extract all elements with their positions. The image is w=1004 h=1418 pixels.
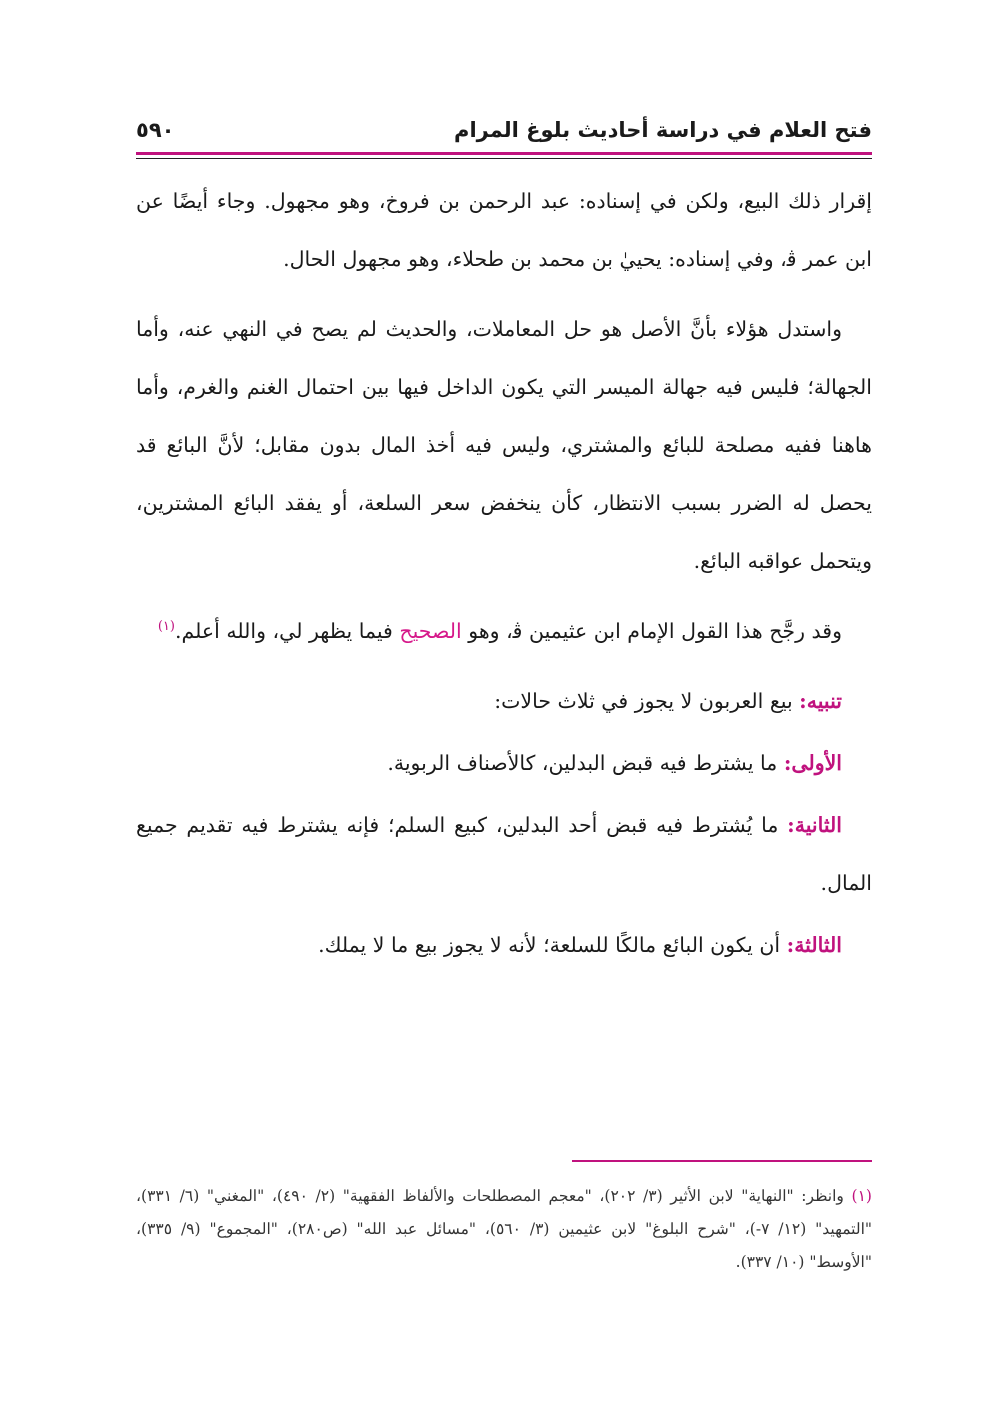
page-number: ٥٩٠ (136, 118, 175, 142)
third-case-text: أن يكون البائع مالكًا للسلعة؛ لأنه لا يجوز بيع ما لا يملك. (318, 933, 787, 957)
header-rule-thin (136, 158, 872, 159)
third-case (136, 916, 872, 974)
first-case (136, 734, 872, 792)
third-case-label: الثالثة: (786, 933, 842, 957)
first-case-text: ما يشترط فيه قبض البدلين، كالأصناف الربوية. (387, 751, 784, 775)
first-case-label: الأولى: (783, 751, 842, 775)
footnote-reference[interactable]: (١) (157, 619, 175, 635)
p3-text-before: وقد رجَّح هذا القول الإمام ابن عثيمين ﭬ، وهو (461, 619, 842, 643)
footnote-separator (572, 1160, 872, 1162)
footnote (136, 1180, 872, 1279)
note-text: بيع العربون لا يجوز في ثلاث حالات: (494, 689, 800, 713)
note-label: تنبيه: (799, 689, 842, 713)
paragraph-2: واستدل هؤلاء بأنَّ الأصل هو حل المعاملات، والحديث لم يصح في النهي عنه، وأما الجهالة؛ فليس فيه جهالة الميسر التي يكون الداخل فيها بين احتمال الغنم والغرم، وأما هاهنا ففيه مصلحة للبائع والمشتري، وليس فيه أخذ المال بدون مقابل؛ لأنَّ البائع قد يحصل له الضرر بسبب الانتظار، كأن ينخفض سعر السلعة، أو يفقد البائع المشترين، ويتحمل عواقبه البائع. (136, 317, 872, 573)
running-header (136, 118, 872, 154)
footnote-text: وانظر: "النهاية" لابن الأثير (٣/ ٢٠٢)، "معجم المصطلحات والألفاظ الفقهية" (٢/ ٤٩٠)، "المغني" (٦/ ٣٣١)، "التمهيد" (١٢/ ٧-)، "شرح البلوغ" لابن عثيمين (٣/ ٥٦٠)، "مسائل عبد الله" (ص٢٨٠)، "المجموع" (٩/ ٣٣٥)، "الأوسط" (١٠/ ٣٣٧). (136, 1187, 873, 1271)
highlighted-word: الصحيح (399, 619, 462, 643)
main-text (136, 172, 872, 986)
paragraph-3 (136, 602, 872, 660)
paragraph-1: إقرار ذلك البيع، ولكن في إسناده: عبد الرحمن بن فروخ، وهو مجهول. وجاء أيضًا عن ابن عمر ﭬ، وفي إسناده: يحييٰ بن محمد بن طحلاء، وهو مجهول الحال. (136, 189, 872, 271)
header-rule-thick (136, 152, 872, 155)
second-case (136, 796, 872, 912)
footnote-number: (١) (851, 1187, 872, 1205)
p3-text-after: فيما يظهر لي، والله أعلم. (174, 619, 400, 643)
second-case-text: ما يُشترط فيه قبض أحد البدلين، كبيع السلم؛ فإنه يشترط فيه تقديم جميع المال. (136, 813, 872, 895)
book-title: فتح العلام في دراسة أحاديث بلوغ المرام (454, 118, 872, 142)
note-paragraph (136, 672, 872, 730)
second-case-label: الثانية: (787, 813, 842, 837)
